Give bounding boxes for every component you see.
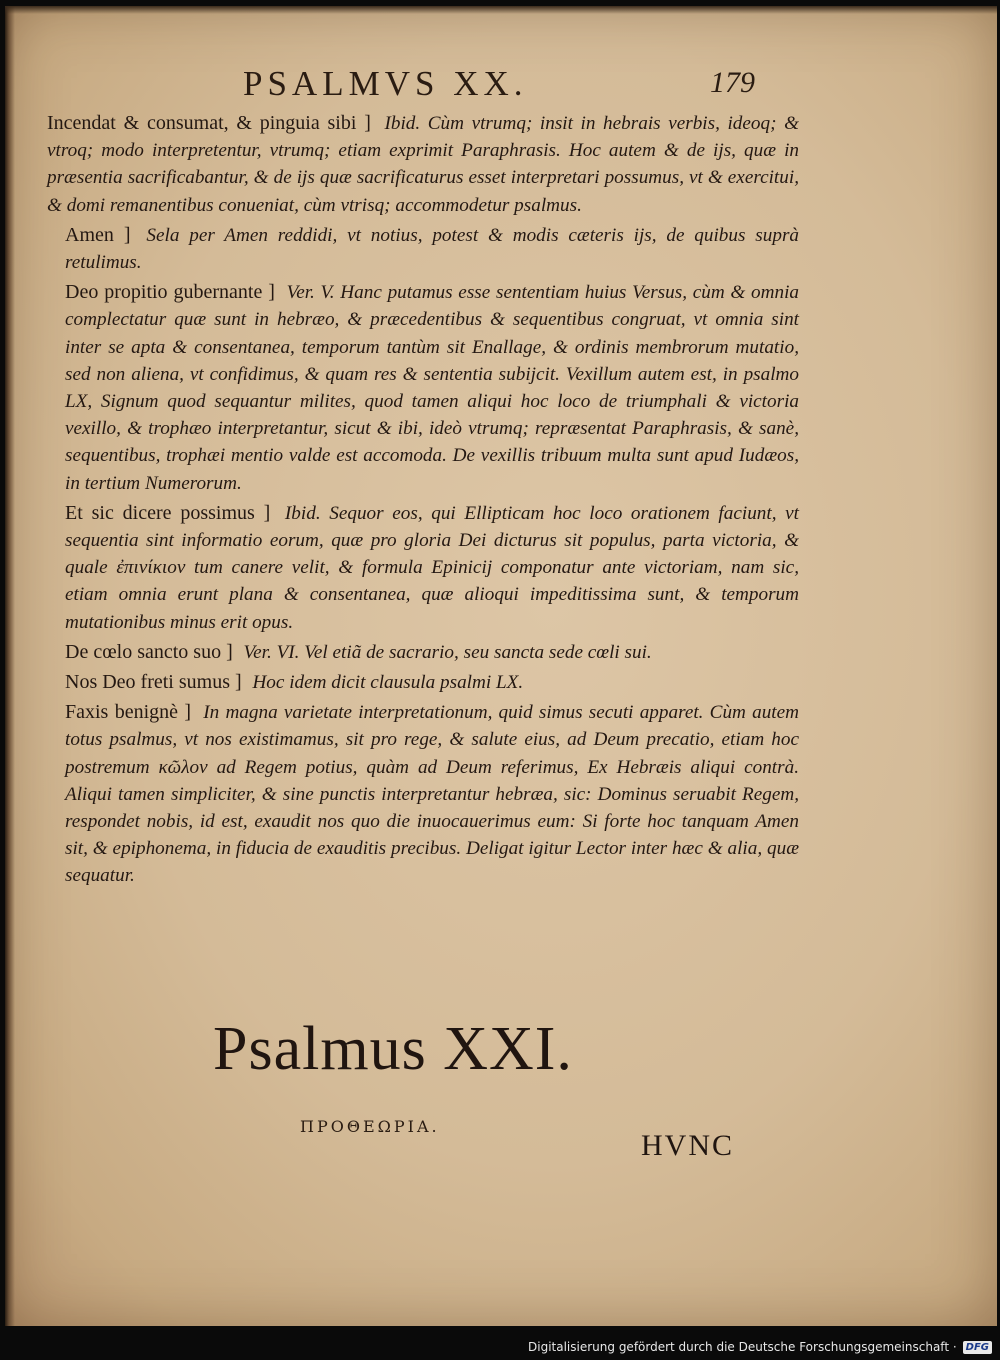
- greek-subtitle: ΠΡΟΘΕΩΡΙΑ.: [300, 1117, 440, 1136]
- commentary-text: Sela per Amen reddidi, vt notius, potest & modis cæteris ijs, de quibus suprà retulimus.: [65, 224, 800, 274]
- book-page: [5, 6, 997, 1326]
- credit-text: Digitalisierung gefördert durch die Deutsche Forschungsgemeinschaft ·: [528, 1340, 957, 1354]
- commentary-text: Ibid. Sequor eos, qui Ellipticam hoc loco orationem faciunt, vt sequentia sint informatio eorum, quæ pro gloria Dei dicturus sit populus, parta victoria, & quale ἐπινίκιον tum canere velit, & formula Epinicij componatur ante victoriam, nam sic, etiam omnia erunt plana & consentanea, quæ alioqui impeditissima sunt, & temporum mutationibus minus erit opus.: [65, 502, 799, 633]
- commentary-text: Hoc idem dicit clausula psalmi LX.: [252, 672, 524, 694]
- commentary-text: Ver. VI. Vel etiã de sacrario, seu sancta sede cœli sui.: [243, 641, 652, 663]
- lemma: Incendat & consumat, & pinguia sibi ]: [47, 112, 371, 134]
- running-head: PSALMVS XX.: [243, 64, 528, 103]
- lemma: Nos Deo freti sumus ]: [65, 671, 242, 694]
- digitization-credit: [528, 1340, 992, 1354]
- lemma: Et sic dicere possimus ]: [65, 501, 271, 524]
- commentary-text: Ver. V. Hanc putamus esse sententiam huius Versus, cùm & omnia complectatur quæ sunt in hebræo, & præcedentibus & sequentibus congruat, vt omnia sint inter se apta & consentanea, temporum tantùm sit Enallage, & ordinis membrorum mutatio, sed non aliena, vt confidimus, & quam res & sententia subijcit. Vexillum autem est, in psalmo LX, Signum quod sequantur milites, quod tamen aliqui hoc loco de triumphali & victoria vexillo, & trophæo interpretantur, sicut & ibi, ideò vtrumq; repræsentat Paraphrasis, & sanè, sequentibus, trophæi mentio valde est accomoda. De vexillis tribuum multa sunt apud Iudæos, in tertium Numerorum.: [65, 282, 799, 494]
- catchword: HVNC: [641, 1129, 735, 1162]
- commentary-paragraph: [47, 699, 799, 889]
- commentary-paragraph: [47, 639, 799, 666]
- dfg-logo-icon: DFG: [963, 1341, 992, 1354]
- page-header: [5, 64, 997, 108]
- commentary-paragraph: [47, 500, 799, 636]
- lemma: Faxis benignè ]: [65, 701, 192, 724]
- commentary-paragraph: [47, 669, 799, 696]
- commentary-paragraph: [47, 222, 799, 276]
- commentary-paragraph: [47, 279, 799, 497]
- page-top-shadow: [5, 6, 997, 14]
- commentary-text: In magna varietate interpretationum, quid simus secuti apparet. Cùm autem totus psalmus, vt nos existimamus, sit pro rege, & salute eius, ad Deum precatio, etiam hoc postremum κῶλον ad Regem potius, quàm ad Deum referimus, Ex Hebræis aliqui contrà. Aliqui tamen simpliciter, & sine punctis interpretantur hebræa, sic: Dominus seruabit Regem, respondet nobis, id est, exaudit nos quo die inuocauerimus eum: Si forte hoc tanquam Amen sit, & epiphonema, in fiducia de exauditis precibus. Deligat igitur Lector inter hæc & alia, quæ sequatur.: [65, 702, 799, 887]
- commentary-body: [47, 110, 799, 893]
- commentary-paragraph: [47, 110, 799, 219]
- lemma: Amen ]: [65, 223, 131, 246]
- commentary-text: Ibid. Cùm vtrumq; insit in hebrais verbis, ideoq; & vtroq; modo interpretentur, vtrumq; etiam exprimit Paraphrasis. Hoc autem & de ijs, quæ in præsentia sacrificabantur, & de ijs quæ sacrificaturus esset interpretari possumus, vt & exercitui, & domi remanentibus conueniat, cùm vtrisq; accommodetur psalmus.: [47, 113, 799, 216]
- page-number: 179: [710, 66, 755, 99]
- lemma: De cœlo sancto suo ]: [65, 640, 233, 663]
- page-gutter-shadow: [5, 6, 15, 1326]
- lemma: Deo propitio gubernante ]: [65, 281, 275, 304]
- psalm-title: Psalmus XXI.: [213, 1015, 573, 1083]
